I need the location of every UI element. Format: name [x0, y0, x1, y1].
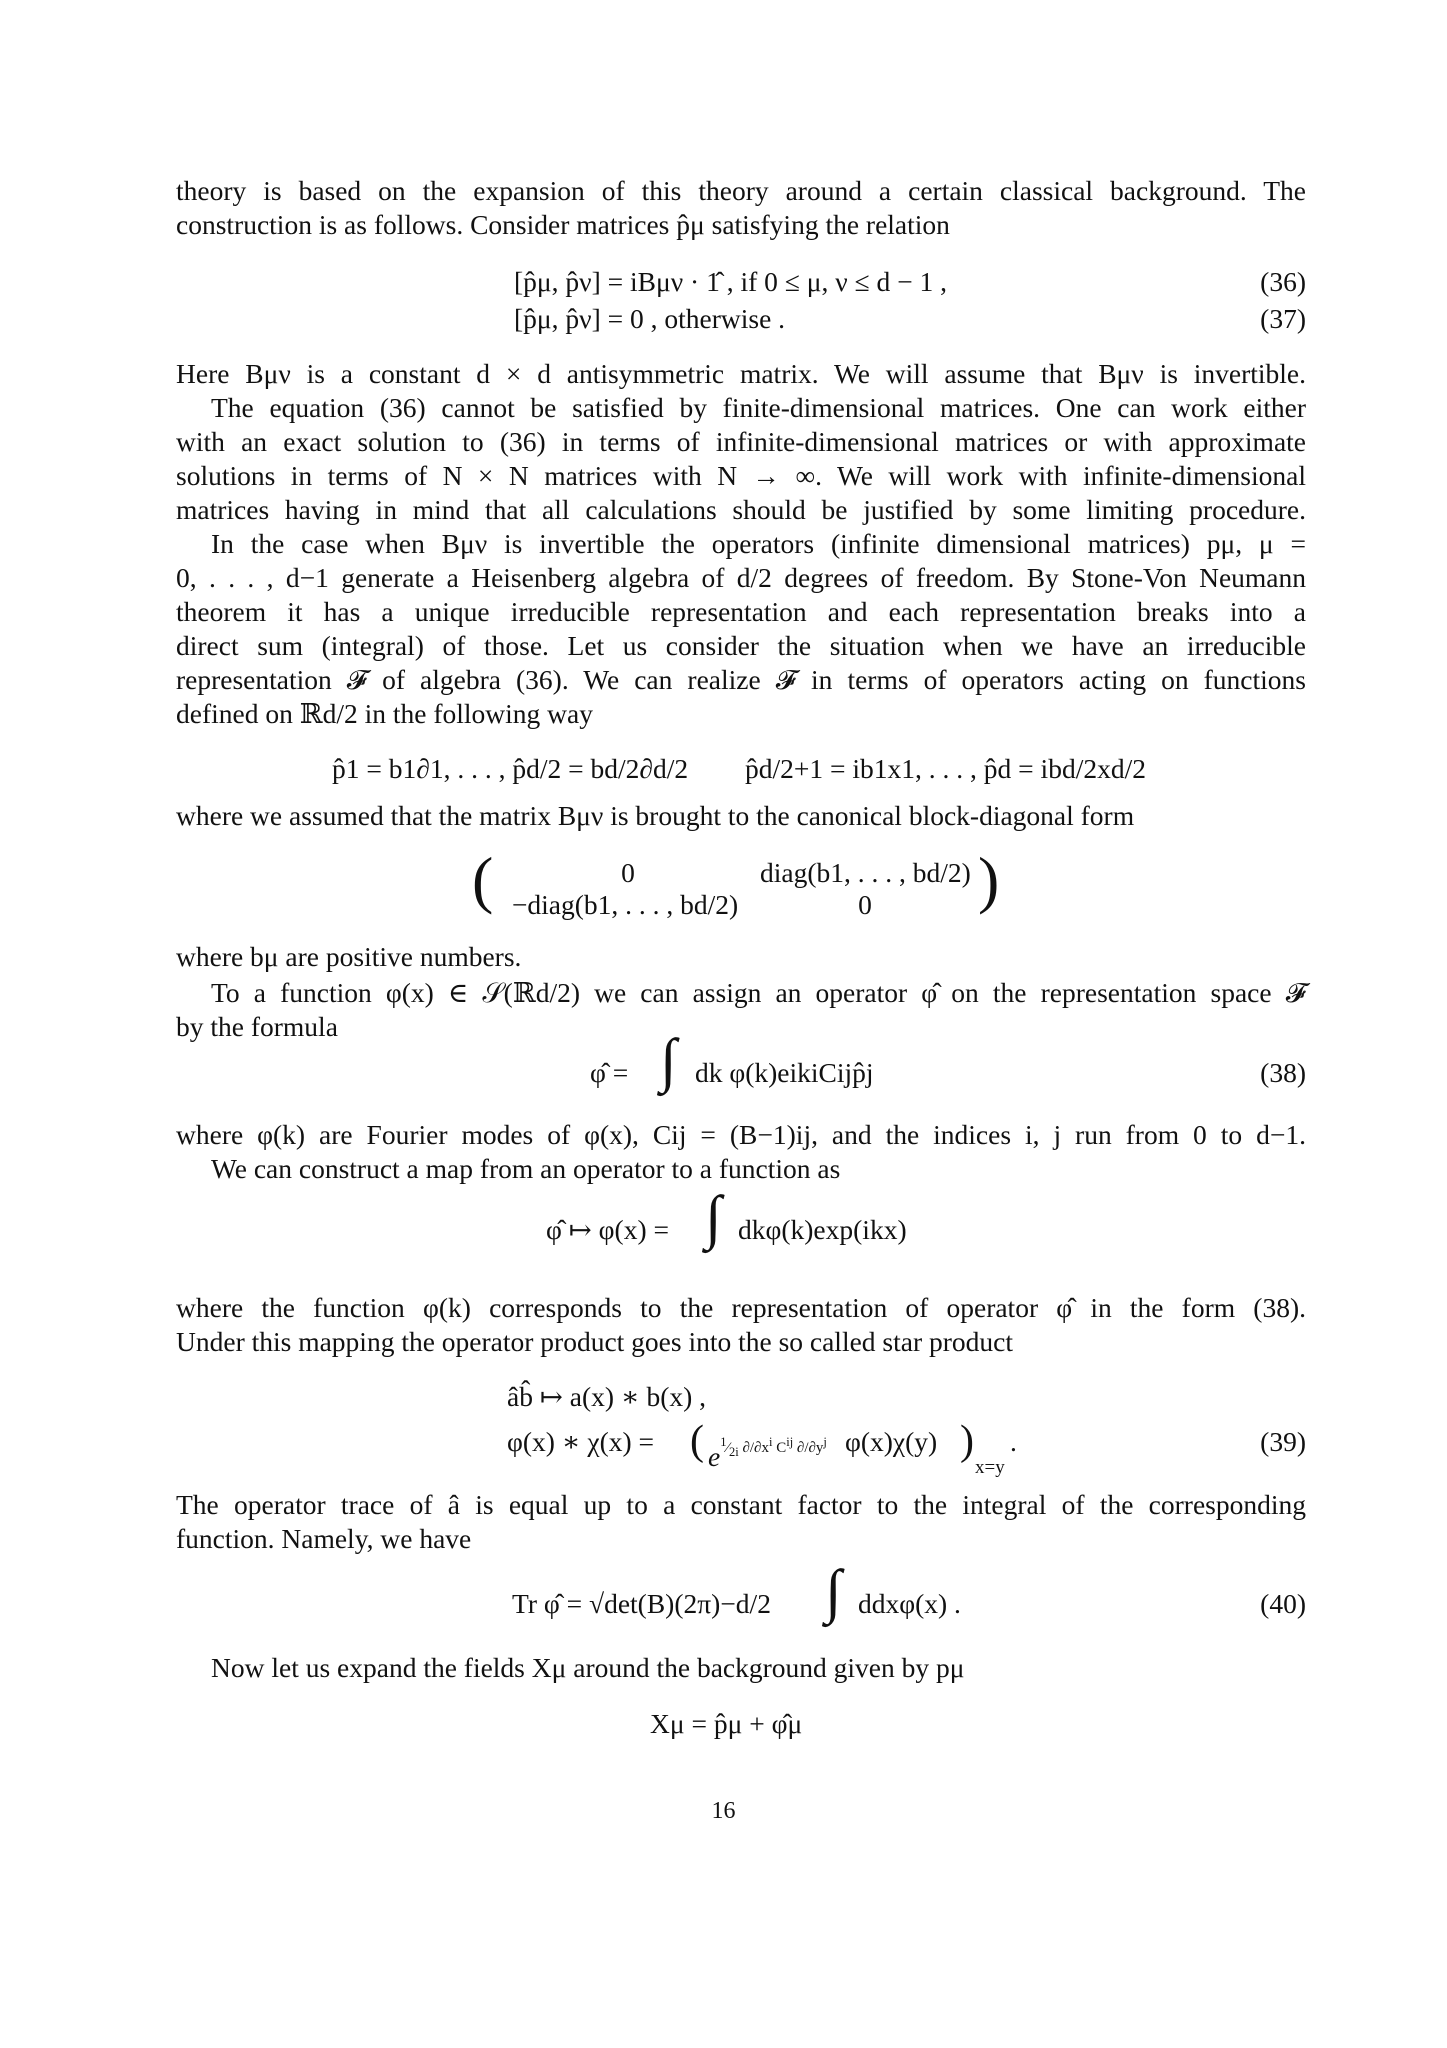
text-line: 0, . . . , d−1 generate a Heisenberg algebra of d/2 degrees of freedom. By Stone-Von Neumann	[176, 562, 1306, 593]
integral-sign: ∫	[825, 1558, 842, 1624]
text-line: The equation (36) cannot be satisfied by finite-dimensional matrices. One can work either	[211, 392, 1306, 423]
text-line: with an exact solution to (36) in terms of infinite-dimensional matrices or with approximate	[176, 426, 1306, 457]
equation-map-rhs: dkφ(k)exp(ikx)	[738, 1214, 907, 1245]
equation-number: (38)	[1260, 1057, 1306, 1088]
text-line: defined on ℝd/2 in the following way	[176, 698, 593, 729]
text-line: Here Bμν is a constant d × d antisymmetric matrix. We will assume that Bμν is invertible.	[176, 358, 1306, 389]
equation-39-evaluation: x=y	[975, 1457, 1005, 1478]
matrix-cell: 0	[621, 857, 635, 888]
integral-sign: ∫	[705, 1184, 722, 1250]
text-line: To a function φ(x) ∈ 𝒮(ℝd/2) we can assign an operator φ̂ on the representation space 𝓕	[211, 977, 1306, 1008]
equation-39-period: .	[1010, 1426, 1017, 1457]
equation-number: (39)	[1260, 1426, 1306, 1457]
matrix-cell: diag(b1, . . . , bd/2)	[760, 857, 971, 888]
equation-field-expansion: Xμ = p̂μ + φ̂μ	[650, 1708, 803, 1739]
text-line: theory is based on the expansion of this theory around a certain classical background. The	[176, 175, 1306, 206]
text-line: In the case when Bμν is invertible the operators (infinite dimensional matrices) pμ, μ =	[211, 528, 1306, 559]
text-line: where we assumed that the matrix Bμν is brought to the canonical block-diagonal form	[176, 800, 1135, 831]
equation-39-exponential: $e^{^1⁄_{2i} \partial/\partial x^i C^{ij} \partial/\partial y^j}$	[708, 1435, 827, 1472]
equation-38-lhs: φ̂ =	[590, 1057, 629, 1088]
text-line: function. Namely, we have	[176, 1523, 472, 1554]
text-line: direct sum (integral) of those. Let us consider the situation when we have an irreducible	[176, 630, 1306, 661]
text-line: matrices having in mind that all calculations should be justified by some limiting procedure.	[176, 494, 1306, 525]
equation-number: (40)	[1260, 1588, 1306, 1619]
equation-36: [p̂μ, p̂ν] = iBμν · 1̂ , if 0 ≤ μ, ν ≤ d − 1 ,	[514, 266, 947, 297]
matrix-cell: 0	[858, 889, 872, 920]
text-line: where the function φ(k) corresponds to the representation of operator φ̂ in the form (38).	[176, 1292, 1306, 1323]
equation-39-paren-close: )	[960, 1418, 974, 1464]
equation-39-paren-open: (	[690, 1418, 704, 1464]
equation-37: [p̂μ, p̂ν] = 0 , otherwise .	[514, 303, 786, 334]
equation-representation-left: p̂1 = b1∂1, . . . , p̂d/2 = bd/2∂d/2	[332, 753, 689, 784]
equation-39-body: φ(x)χ(y)	[845, 1426, 938, 1457]
integral-sign: ∫	[660, 1027, 677, 1093]
equation-40-rhs: ddxφ(x) .	[858, 1588, 961, 1619]
equation-39-lhs: φ(x) ∗ χ(x) =	[507, 1426, 655, 1457]
matrix-left-paren: (	[472, 844, 494, 915]
text-line: The operator trace of â is equal up to a constant factor to the integral of the corresponding	[176, 1489, 1306, 1520]
equation-40-lhs: Tr φ̂ = √det(B)(2π)−d/2	[512, 1588, 771, 1619]
equation-map-lhs: φ̂ ↦ φ(x) =	[546, 1214, 669, 1245]
text-line: Now let us expand the fields Xμ around the background given by pμ	[211, 1652, 965, 1683]
text-line: where φ(k) are Fourier modes of φ(x), Cij = (B−1)ij, and the indices i, j run from 0 to d−1.	[176, 1119, 1306, 1150]
equation-39-line1: âb̂ ↦ a(x) ∗ b(x) ,	[507, 1381, 707, 1412]
text-line: representation 𝓕 of algebra (36). We can realize 𝓕 in terms of operators acting on functions	[176, 664, 1306, 695]
equation-representation-right: p̂d/2+1 = ib1x1, . . . , p̂d = ibd/2xd/2	[745, 753, 1146, 784]
text-line: construction is as follows. Consider matrices p̂μ satisfying the relation	[176, 209, 950, 240]
text-line: theorem it has a unique irreducible representation and each representation breaks into a	[176, 596, 1306, 627]
equation-38-rhs: dk φ(k)eikiCijp̂j	[695, 1057, 874, 1088]
page-number: 16	[711, 1798, 736, 1824]
text-line: We can construct a map from an operator to a function as	[211, 1153, 841, 1184]
text-line: Under this mapping the operator product goes into the so called star product	[176, 1326, 1014, 1357]
matrix-cell: −diag(b1, . . . , bd/2)	[511, 889, 739, 920]
text-line: by the formula	[176, 1011, 338, 1042]
matrix-right-paren: )	[978, 844, 1000, 915]
equation-number: (37)	[1260, 303, 1306, 334]
text-line: where bμ are positive numbers.	[176, 941, 522, 972]
equation-number: (36)	[1260, 266, 1306, 297]
text-line: solutions in terms of N × N matrices with N → ∞. We will work with infinite-dimensional	[176, 460, 1306, 491]
